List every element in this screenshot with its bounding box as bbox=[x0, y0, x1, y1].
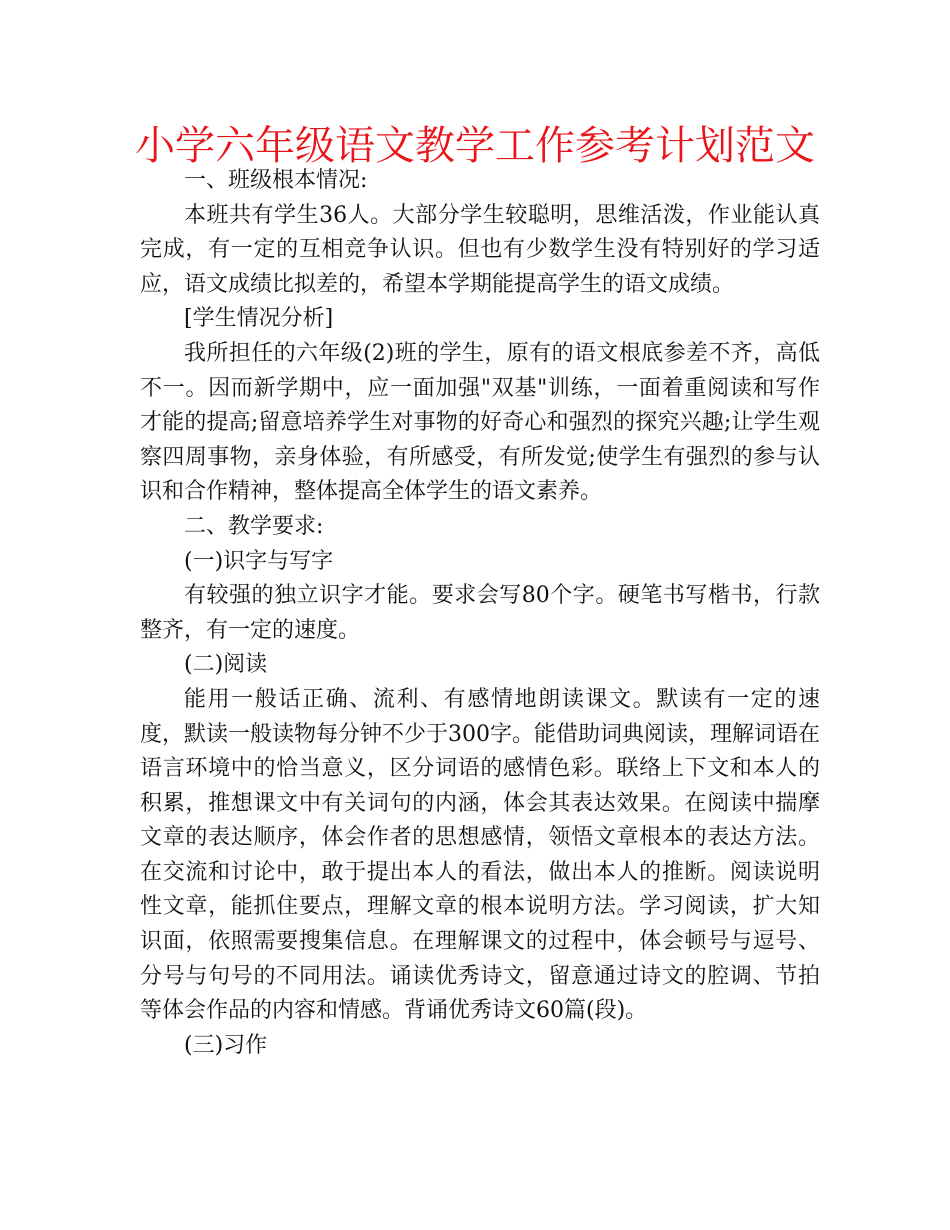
paragraph-reading: 能用一般话正确、流利、有感情地朗读课文。默读有一定的速度，默读一般读物每分钟不少于300字。能借助词典阅读，理解词语在语言环境中的恰当意义，区分词语的感情色彩。联络上下文和本人的积累，推想课文中有关词句的内涵，体会其表达效果。在阅读中揣摩文章的表达顺序，体会作者的思想感情，领悟文章根本的表达方法。在交流和讨论中，敢于提出本人的看法，做出本人的推断。阅读说明性文章，能抓住要点，理解文章的根本说明方法。学习阅读，扩大知识面，依照需要搜集信息。在理解课文的过程中，体会顿号与逗号、分号与句号的不同用法。诵读优秀诗文，留意通过诗文的腔调、节拍等体会作品的内容和情感。背诵优秀诗文60篇(段)。 bbox=[140, 686, 820, 1024]
document-body bbox=[140, 164, 820, 1063]
paragraph-class-info: 本班共有学生36人。大部分学生较聪明，思维活泼，作业能认真完成，有一定的互相竞争认识。但也有少数学生没有特别好的学习适应，语文成绩比拟差的，希望本学期能提高学生的语文成绩。 bbox=[140, 202, 820, 297]
document-title: 小学六年级语文教学工作参考计划范文 bbox=[135, 123, 815, 169]
paragraph-student-analysis: 我所担任的六年级(2)班的学生，原有的语文根底参差不齐，高低不一。因而新学期中，应一面加强"双基"训练，一面着重阅读和写作才能的提高;留意培养学生对事物的好奇心和强烈的探究兴趣;让学生观察四周事物，亲身体验，有所感受，有所发觉;使学生有强烈的参与认识和合作精神，整体提高全体学生的语文素养。 bbox=[140, 340, 820, 505]
subheading-literacy-writing: (一)识字与写字 bbox=[184, 548, 334, 574]
subheading-reading: (二)阅读 bbox=[184, 652, 268, 678]
section-heading-class-info: 一、班级根本情况: bbox=[184, 168, 368, 193]
subheading-composition: (三)习作 bbox=[184, 1032, 268, 1058]
section-heading-student-analysis: [学生情况分析] bbox=[184, 306, 334, 332]
section-heading-teaching-requirements: 二、教学要求: bbox=[184, 513, 324, 539]
paragraph-literacy-writing: 有较强的独立识字才能。要求会写80个字。硬笔书写楷书，行款整齐，有一定的速度。 bbox=[140, 583, 820, 643]
